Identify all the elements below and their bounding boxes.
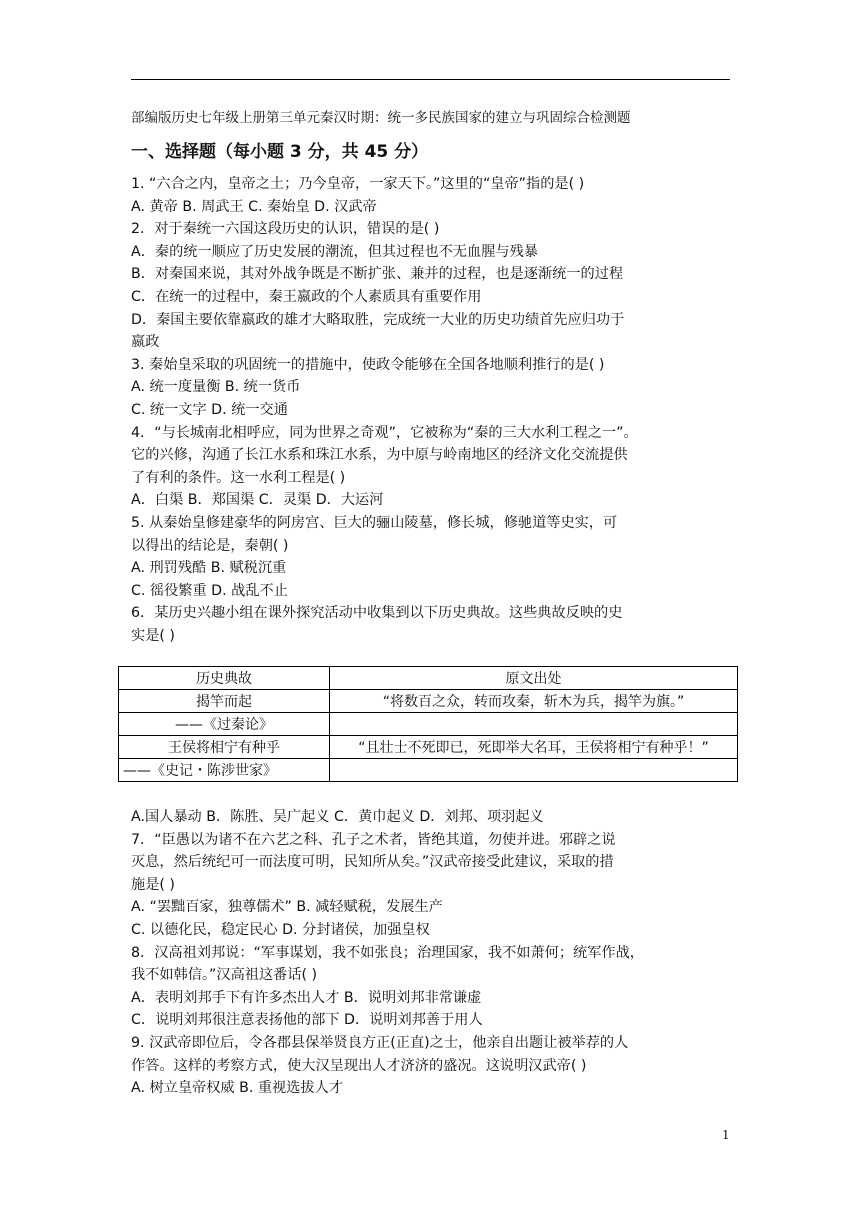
q1-options: A. 黄帝 B. 周武王 C. 秦始皇 D. 汉武帝 [131, 198, 377, 215]
q3-options-ab: A. 统一度量衡 B. 统一货币 [131, 379, 301, 396]
q4-options: A．白渠 B．郑国渠 C．灵渠 D．大运河 [131, 492, 384, 509]
table-row [119, 690, 738, 713]
q9-options-ab: A. 树立皇帝权威 B. 重视选拔人才 [131, 1080, 343, 1097]
table-row [119, 713, 738, 736]
section-heading: 一、选择题（每小题 3 分，共 45 分） [131, 142, 429, 162]
q2-option-d-cont: 嬴政 [131, 334, 160, 351]
table-row [119, 759, 738, 782]
table-cell: 王侯将相宁有种乎 [119, 736, 330, 759]
q1-stem: 1. “六合之内，皇帝之土；乃今皇帝，一家天下。”这里的“皇帝”指的是( ) [131, 176, 585, 192]
page-number: 1 [722, 1128, 730, 1142]
table-cell: “且壮士不死即已，死即举大名耳，王侯将相宁有种乎！” [330, 736, 738, 759]
q2-option-b: B．对秦国来说，其对外战争既是不断扩张、兼并的过程，也是逐渐统一的过程 [131, 266, 624, 283]
questions-block-2 [131, 806, 731, 1100]
table-header-row [119, 667, 738, 690]
q2-option-c: C．在统一的过程中，秦王嬴政的个人素质具有重要作用 [131, 288, 482, 305]
q9-stem-2: 作答。这样的考察方式，使大汉呈现出人才济济的盛况。这说明汉武帝( ) [131, 1057, 587, 1074]
table-cell: ——《过秦论》 [119, 713, 330, 736]
q7-options-cd: C. 以德化民，稳定民心 D. 分封诸侯，加强皇权 [131, 921, 430, 938]
table-header-cell: 历史典故 [119, 667, 330, 690]
q2-option-a: A．秦的统一顺应了历史发展的潮流，但其过程也不无血腥与残暴 [131, 243, 538, 260]
q3-options-cd: C. 统一文字 D. 统一交通 [131, 401, 288, 418]
q7-stem-2: 灭息，然后统纪可一而法度可明，民知所从矣。”汉武帝接受此建议，采取的措 [131, 854, 614, 871]
table-cell: “将数百之众，转而攻秦，斩木为兵，揭竿为旗。” [330, 690, 738, 713]
q9-stem-1: 9. 汉武帝即位后，令各郡县保举贤良方正(正直)之士，他亲自出题让被举荐的人 [131, 1034, 629, 1051]
q8-stem-2: 我不如韩信。”汉高祖这番话( ) [131, 967, 318, 984]
table-cell [330, 713, 738, 736]
q6-options: A.国人暴动 B．陈胜、吴广起义 C．黄巾起义 D．刘邦、项羽起义 [131, 809, 544, 825]
q5-stem-1: 5. 从秦始皇修建豪华的阿房宫、巨大的骊山陵墓，修长城，修驰道等史实，可 [131, 514, 618, 531]
q2-stem: 2．对于秦统一六国这段历史的认识，错误的是( ) [131, 221, 440, 238]
q6-stem-1: 6．某历史兴趣小组在课外探究活动中收集到以下历史典故。这些典故反映的史 [131, 605, 623, 622]
table-cell: ——《史记・陈涉世家》 [119, 759, 330, 782]
document-title: 部编版历史七年级上册第三单元秦汉时期：统一多民族国家的建立与巩固综合检测题 [131, 110, 631, 126]
q8-options-cd: C．说明刘邦很注意表扬他的部下 D．说明刘邦善于用人 [131, 1012, 483, 1029]
q7-stem-3: 施是( ) [131, 876, 175, 893]
q5-stem-2: 以得出的结论是，秦朝( ) [131, 537, 289, 554]
q4-stem-1: 4．“与长城南北相呼应，同为世界之奇观”，它被称为“秦的三大水利工程之一”。 [131, 424, 638, 441]
q7-options-ab: A. “罢黜百家，独尊儒术” B. 减轻赋税，发展生产 [131, 899, 443, 916]
q5-options-ab: A. 刑罚残酷 B. 赋税沉重 [131, 560, 287, 577]
table-cell: 揭竿而起 [119, 690, 330, 713]
table-row [119, 736, 738, 759]
questions-block-1 [131, 173, 731, 647]
q3-stem: 3. 秦始皇采取的巩固统一的措施中，使政令能够在全国各地顺利推行的是( ) [131, 356, 605, 373]
q5-options-cd: C. 徭役繁重 D. 战乱不止 [131, 582, 288, 599]
table-cell [330, 759, 738, 782]
q4-stem-3: 了有利的条件。这一水利工程是( ) [131, 469, 346, 486]
header-rule [131, 79, 730, 80]
q4-stem-2: 它的兴修，沟通了长江水系和珠江水系，为中原与岭南地区的经济文化交流提供 [131, 447, 628, 464]
q6-source-table [118, 666, 738, 782]
q8-stem-1: 8．汉高祖刘邦说：“军事谋划，我不如张良；治理国家，我不如萧何；统军作战， [131, 944, 644, 961]
q7-stem-1: 7．“臣愚以为诸不在六艺之科、孔子之术者，皆绝其道，勿使并进。邪辟之说 [131, 831, 616, 848]
table-header-cell: 原文出处 [330, 667, 738, 690]
q6-stem-2: 实是( ) [131, 627, 175, 644]
q8-options-ab: A．表明刘邦手下有许多杰出人才 B．说明刘邦非常谦虚 [131, 989, 482, 1006]
q2-option-d: D．秦国主要依靠嬴政的雄才大略取胜，完成统一大业的历史功绩首先应归功于 [131, 311, 625, 328]
